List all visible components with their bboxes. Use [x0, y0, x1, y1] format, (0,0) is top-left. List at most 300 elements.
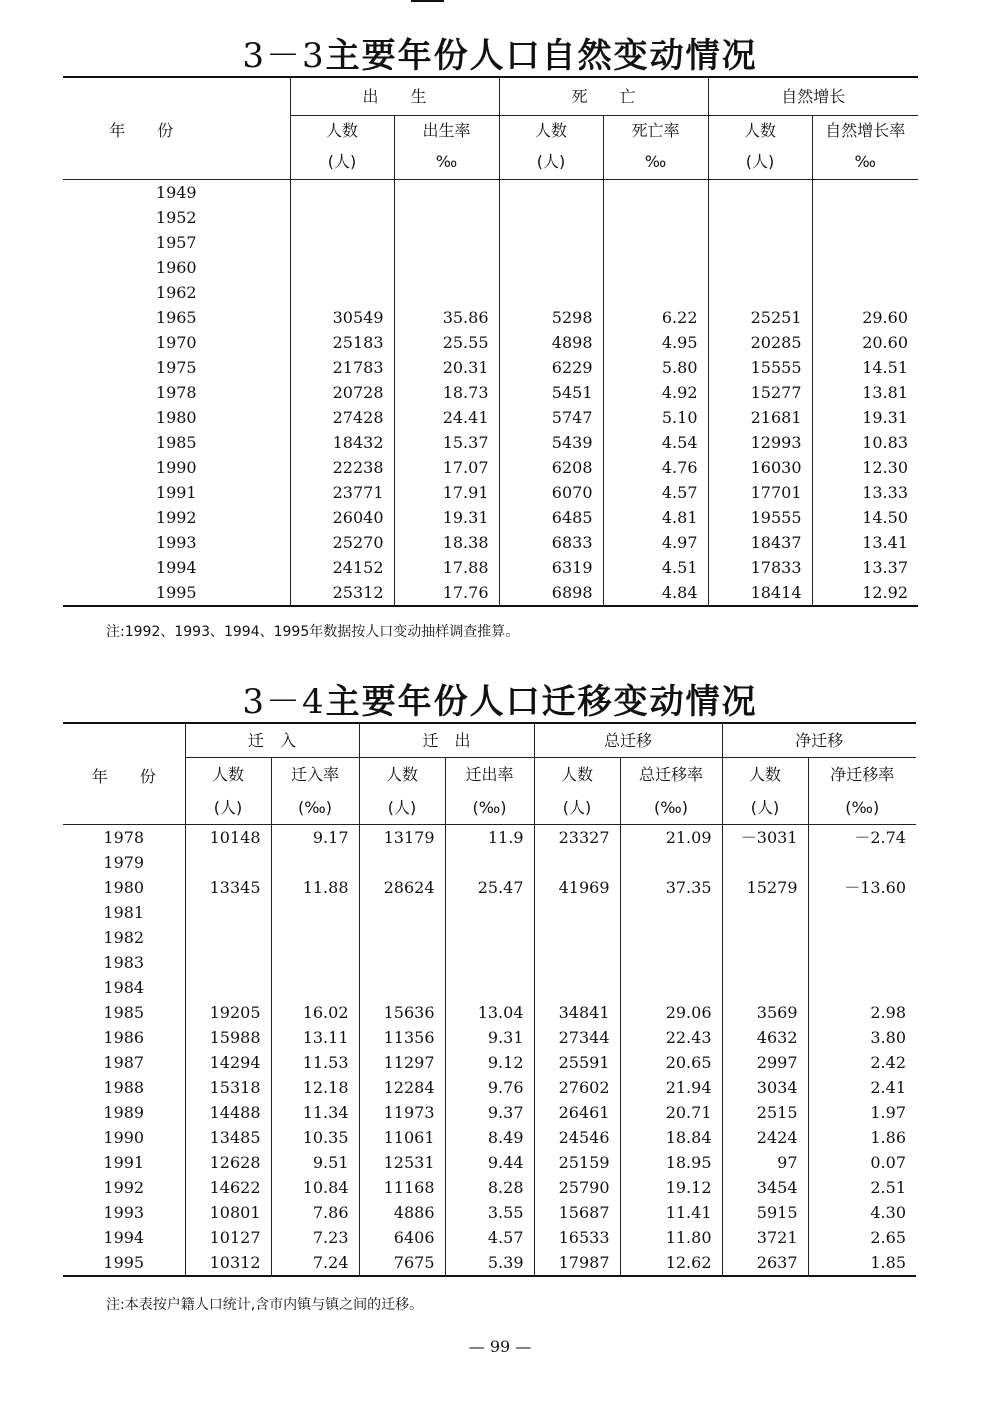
table-row: [63, 480, 918, 505]
value-cell: [808, 850, 916, 875]
value-cell: 20.65: [620, 1050, 722, 1075]
table-row: [63, 850, 916, 875]
year-cell: 1985: [155, 433, 197, 452]
value-cell: 27428: [290, 405, 394, 430]
value-cell: 10148: [185, 824, 271, 850]
value-cell: 14294: [185, 1050, 271, 1075]
value-cell: [603, 280, 708, 305]
value-cell: 2997: [722, 1050, 808, 1075]
table-row: [63, 580, 918, 606]
header-death-rate: 死亡率: [603, 115, 708, 145]
value-cell: 9.12: [445, 1050, 534, 1075]
value-cell: 6898: [499, 580, 603, 606]
value-cell: [394, 179, 499, 205]
value-cell: 11.88: [271, 875, 359, 900]
value-cell: [271, 950, 359, 975]
value-cell: [708, 179, 812, 205]
value-cell: [271, 975, 359, 1000]
value-cell: 10.35: [271, 1125, 359, 1150]
value-cell: [499, 280, 603, 305]
value-cell: 13179: [359, 824, 445, 850]
value-cell: [499, 255, 603, 280]
value-cell: 19.31: [394, 505, 499, 530]
header-natural-increase: 自然增长: [708, 77, 918, 115]
header-birth-rate: 出生率: [394, 115, 499, 145]
header-death: 死 亡: [499, 77, 708, 115]
year-cell: 1993: [103, 1203, 145, 1222]
value-cell: 5439: [499, 430, 603, 455]
value-cell: 20.60: [812, 330, 918, 355]
table-row: [63, 950, 916, 975]
value-cell: 15555: [708, 355, 812, 380]
value-cell: [271, 850, 359, 875]
value-cell: 25159: [534, 1150, 620, 1175]
value-cell: 11973: [359, 1100, 445, 1125]
year-cell: 1994: [103, 1228, 145, 1247]
value-cell: [534, 950, 620, 975]
value-cell: 25312: [290, 580, 394, 606]
year-cell: 1980: [103, 878, 145, 897]
value-cell: [603, 179, 708, 205]
value-cell: 6319: [499, 555, 603, 580]
value-cell: 27602: [534, 1075, 620, 1100]
table-row: [63, 530, 918, 555]
value-cell: 6485: [499, 505, 603, 530]
year-cell: 1989: [103, 1103, 145, 1122]
value-cell: 7675: [359, 1250, 445, 1276]
value-cell: [708, 280, 812, 305]
value-cell: 14.51: [812, 355, 918, 380]
value-cell: 9.44: [445, 1150, 534, 1175]
value-cell: 37.35: [620, 875, 722, 900]
value-cell: 12531: [359, 1150, 445, 1175]
value-cell: 20285: [708, 330, 812, 355]
value-cell: 6833: [499, 530, 603, 555]
value-cell: 15988: [185, 1025, 271, 1050]
value-cell: 4898: [499, 330, 603, 355]
value-cell: 12284: [359, 1075, 445, 1100]
value-cell: 24546: [534, 1125, 620, 1150]
value-cell: [185, 850, 271, 875]
value-cell: 25.47: [445, 875, 534, 900]
year-cell: 1952: [155, 208, 197, 227]
value-cell: [359, 900, 445, 925]
value-cell: 25790: [534, 1175, 620, 1200]
value-cell: 11061: [359, 1125, 445, 1150]
value-cell: 2.98: [808, 1000, 916, 1025]
header-unit: (人): [534, 791, 620, 824]
year-cell: 1990: [155, 458, 197, 477]
header-unit: (‰): [808, 791, 916, 824]
value-cell: [808, 925, 916, 950]
value-cell: 8.49: [445, 1125, 534, 1150]
table-row: [63, 179, 918, 205]
table-natural-change: [63, 76, 918, 607]
value-cell: 18432: [290, 430, 394, 455]
table-3-4-note: 注:本表按户籍人口统计,含市内镇与镇之间的迁移。: [106, 1297, 424, 1313]
header-out-rate: 迁出率: [445, 757, 534, 791]
header-total-count: 人数: [534, 757, 620, 791]
value-cell: 11356: [359, 1025, 445, 1050]
table-row: [63, 380, 918, 405]
table-row: [63, 555, 918, 580]
header-in-rate: 迁入率: [271, 757, 359, 791]
value-cell: 7.23: [271, 1225, 359, 1250]
year-cell: 1979: [103, 853, 145, 872]
header-total-rate: 总迁移率: [620, 757, 722, 791]
value-cell: 11.80: [620, 1225, 722, 1250]
value-cell: [394, 280, 499, 305]
value-cell: 2515: [722, 1100, 808, 1125]
year-cell: 1983: [103, 953, 145, 972]
value-cell: 4.76: [603, 455, 708, 480]
value-cell: 3.55: [445, 1200, 534, 1225]
value-cell: [812, 205, 918, 230]
value-cell: 9.37: [445, 1100, 534, 1125]
header-out-count: 人数: [359, 757, 445, 791]
value-cell: [812, 179, 918, 205]
value-cell: 10.84: [271, 1175, 359, 1200]
value-cell: 17.88: [394, 555, 499, 580]
value-cell: 15.37: [394, 430, 499, 455]
year-cell: 1980: [155, 408, 197, 427]
year-cell: 1957: [155, 233, 197, 252]
title-text: 主要年份人口迁移变动情况: [325, 682, 758, 722]
value-cell: [185, 950, 271, 975]
value-cell: 2.51: [808, 1175, 916, 1200]
year-cell: 1990: [103, 1128, 145, 1147]
value-cell: 11.9: [445, 824, 534, 850]
value-cell: [620, 950, 722, 975]
value-cell: [499, 205, 603, 230]
table-row: [63, 1025, 916, 1050]
value-cell: 4.57: [603, 480, 708, 505]
value-cell: 6406: [359, 1225, 445, 1250]
value-cell: 25183: [290, 330, 394, 355]
year-cell: 1978: [103, 827, 145, 847]
value-cell: 5.10: [603, 405, 708, 430]
value-cell: [534, 850, 620, 875]
value-cell: 15277: [708, 380, 812, 405]
value-cell: 9.17: [271, 824, 359, 850]
value-cell: 10801: [185, 1200, 271, 1225]
table-row: [63, 1175, 916, 1200]
table-row: [63, 405, 918, 430]
value-cell: [499, 230, 603, 255]
value-cell: 6.22: [603, 305, 708, 330]
value-cell: 28624: [359, 875, 445, 900]
value-cell: [290, 205, 394, 230]
year-cell: 1993: [155, 533, 197, 552]
value-cell: 17833: [708, 555, 812, 580]
value-cell: 4.54: [603, 430, 708, 455]
value-cell: 5451: [499, 380, 603, 405]
value-cell: 10312: [185, 1250, 271, 1276]
year-cell: 1992: [103, 1178, 145, 1197]
header-net-count: 人数: [722, 757, 808, 791]
value-cell: 25591: [534, 1050, 620, 1075]
value-cell: 2.42: [808, 1050, 916, 1075]
header-unit: ‰: [394, 145, 499, 179]
header-unit: ‰: [603, 145, 708, 179]
value-cell: 14488: [185, 1100, 271, 1125]
value-cell: 5.39: [445, 1250, 534, 1276]
header-unit: (‰): [445, 791, 534, 824]
value-cell: 23327: [534, 824, 620, 850]
value-cell: 16.02: [271, 1000, 359, 1025]
value-cell: 4.92: [603, 380, 708, 405]
value-cell: [394, 205, 499, 230]
value-cell: [722, 975, 808, 1000]
value-cell: 18.73: [394, 380, 499, 405]
value-cell: 12628: [185, 1150, 271, 1175]
value-cell: [534, 925, 620, 950]
header-birth-count: 人数: [290, 115, 394, 145]
table-row: [63, 230, 918, 255]
value-cell: 35.86: [394, 305, 499, 330]
value-cell: 11.34: [271, 1100, 359, 1125]
value-cell: 4.84: [603, 580, 708, 606]
year-cell: 1960: [155, 258, 197, 277]
value-cell: [808, 950, 916, 975]
year-cell: 1994: [155, 558, 197, 577]
value-cell: 16030: [708, 455, 812, 480]
table-3-3-note: 注:1992、1993、1994、1995年数据按人口变动抽样调查推算。: [106, 624, 520, 640]
value-cell: [394, 255, 499, 280]
value-cell: 19.12: [620, 1175, 722, 1200]
value-cell: 29.60: [812, 305, 918, 330]
value-cell: 4.95: [603, 330, 708, 355]
header-unit: (人): [708, 145, 812, 179]
value-cell: 4886: [359, 1200, 445, 1225]
value-cell: [812, 280, 918, 305]
year-cell: 1992: [155, 508, 197, 527]
year-cell: 1984: [103, 978, 145, 997]
title-number: 3－3: [242, 36, 326, 76]
value-cell: 13345: [185, 875, 271, 900]
value-cell: 18.38: [394, 530, 499, 555]
value-cell: [708, 205, 812, 230]
value-cell: [534, 900, 620, 925]
year-cell: 1962: [155, 283, 197, 302]
year-cell: 1995: [155, 583, 197, 602]
value-cell: 18437: [708, 530, 812, 555]
year-cell: 1987: [103, 1053, 145, 1072]
value-cell: 13.04: [445, 1000, 534, 1025]
table-body: [63, 179, 918, 606]
value-cell: [359, 975, 445, 1000]
value-cell: 22.43: [620, 1025, 722, 1050]
value-cell: 14.50: [812, 505, 918, 530]
value-cell: 18.84: [620, 1125, 722, 1150]
value-cell: 17987: [534, 1250, 620, 1276]
year-cell: 1986: [103, 1028, 145, 1047]
value-cell: 11168: [359, 1175, 445, 1200]
value-cell: [722, 850, 808, 875]
value-cell: 27344: [534, 1025, 620, 1050]
table-migration: [63, 722, 916, 1277]
value-cell: 6229: [499, 355, 603, 380]
value-cell: 25251: [708, 305, 812, 330]
table-row: [63, 1050, 916, 1075]
table-row: [63, 1100, 916, 1125]
value-cell: 29.06: [620, 1000, 722, 1025]
value-cell: 9.76: [445, 1075, 534, 1100]
value-cell: 5915: [722, 1200, 808, 1225]
value-cell: 1.97: [808, 1100, 916, 1125]
value-cell: 41969: [534, 875, 620, 900]
header-unit: (人): [499, 145, 603, 179]
header-birth: 出 生: [290, 77, 499, 115]
value-cell: 13485: [185, 1125, 271, 1150]
value-cell: [812, 255, 918, 280]
value-cell: 4.51: [603, 555, 708, 580]
value-cell: [722, 900, 808, 925]
year-cell: 1978: [155, 383, 197, 402]
value-cell: 18414: [708, 580, 812, 606]
value-cell: 4632: [722, 1025, 808, 1050]
year-cell: 1975: [155, 358, 197, 377]
value-cell: 22238: [290, 455, 394, 480]
value-cell: [185, 975, 271, 1000]
value-cell: [290, 179, 394, 205]
value-cell: 12993: [708, 430, 812, 455]
table-row: [63, 1000, 916, 1025]
header-unit: (人): [185, 791, 271, 824]
value-cell: 21783: [290, 355, 394, 380]
value-cell: 13.33: [812, 480, 918, 505]
value-cell: 2637: [722, 1250, 808, 1276]
value-cell: 9.31: [445, 1025, 534, 1050]
table-3-3-title: [0, 28, 1000, 77]
value-cell: [812, 230, 918, 255]
value-cell: 2.41: [808, 1075, 916, 1100]
table-row: [63, 1200, 916, 1225]
value-cell: 17.07: [394, 455, 499, 480]
value-cell: [603, 205, 708, 230]
value-cell: 5.80: [603, 355, 708, 380]
value-cell: 15687: [534, 1200, 620, 1225]
value-cell: 17.76: [394, 580, 499, 606]
value-cell: 12.62: [620, 1250, 722, 1276]
value-cell: 0.07: [808, 1150, 916, 1175]
value-cell: 4.81: [603, 505, 708, 530]
value-cell: [620, 900, 722, 925]
value-cell: 17701: [708, 480, 812, 505]
value-cell: 19555: [708, 505, 812, 530]
table-row: [63, 305, 918, 330]
value-cell: 1.86: [808, 1125, 916, 1150]
value-cell: 25.55: [394, 330, 499, 355]
table-row: [63, 900, 916, 925]
value-cell: [534, 975, 620, 1000]
value-cell: 12.18: [271, 1075, 359, 1100]
table-row: [63, 330, 918, 355]
value-cell: 15636: [359, 1000, 445, 1025]
header-natural-rate: 自然增长率: [812, 115, 918, 145]
value-cell: 97: [722, 1150, 808, 1175]
header-unit: (人): [722, 791, 808, 824]
value-cell: 15318: [185, 1075, 271, 1100]
table-row: [63, 1250, 916, 1276]
value-cell: 11.41: [620, 1200, 722, 1225]
value-cell: 13.41: [812, 530, 918, 555]
value-cell: 4.57: [445, 1225, 534, 1250]
value-cell: 13.81: [812, 380, 918, 405]
value-cell: 7.24: [271, 1250, 359, 1276]
value-cell: [620, 850, 722, 875]
value-cell: 4.97: [603, 530, 708, 555]
table-row: [63, 1075, 916, 1100]
value-cell: 19.31: [812, 405, 918, 430]
value-cell: [445, 850, 534, 875]
value-cell: 23771: [290, 480, 394, 505]
value-cell: 5298: [499, 305, 603, 330]
value-cell: 2424: [722, 1125, 808, 1150]
table-row: [63, 455, 918, 480]
year-cell: 1995: [103, 1253, 145, 1272]
value-cell: 20.31: [394, 355, 499, 380]
value-cell: [271, 900, 359, 925]
year-cell: 1981: [103, 903, 145, 922]
value-cell: [445, 950, 534, 975]
value-cell: 13.11: [271, 1025, 359, 1050]
year-cell: 1991: [103, 1153, 145, 1172]
value-cell: [290, 255, 394, 280]
header-unit: (人): [290, 145, 394, 179]
value-cell: [359, 925, 445, 950]
value-cell: [445, 900, 534, 925]
header-unit: ‰: [812, 145, 918, 179]
value-cell: [394, 230, 499, 255]
value-cell: [290, 280, 394, 305]
value-cell: 25270: [290, 530, 394, 555]
year-cell: 1988: [103, 1078, 145, 1097]
table-row: [63, 280, 918, 305]
value-cell: －2.74: [808, 824, 916, 850]
value-cell: 16533: [534, 1225, 620, 1250]
header-in-count: 人数: [185, 757, 271, 791]
value-cell: 24152: [290, 555, 394, 580]
value-cell: [708, 230, 812, 255]
page-number: — 99 —: [468, 1337, 532, 1356]
table-row: [63, 430, 918, 455]
value-cell: [445, 975, 534, 1000]
value-cell: [722, 925, 808, 950]
year-cell: 1985: [103, 1003, 145, 1022]
value-cell: 34841: [534, 1000, 620, 1025]
top-rule: [411, 0, 444, 2]
value-cell: 10.83: [812, 430, 918, 455]
value-cell: 6208: [499, 455, 603, 480]
table-row: [63, 505, 918, 530]
table-row: [63, 875, 916, 900]
value-cell: 10127: [185, 1225, 271, 1250]
value-cell: [603, 255, 708, 280]
value-cell: 24.41: [394, 405, 499, 430]
value-cell: 21681: [708, 405, 812, 430]
header-year: 年 份: [109, 121, 174, 140]
value-cell: 8.28: [445, 1175, 534, 1200]
header-natural-count: 人数: [708, 115, 812, 145]
header-total: 总迁移: [534, 723, 722, 757]
value-cell: 3454: [722, 1175, 808, 1200]
value-cell: 19205: [185, 1000, 271, 1025]
value-cell: 3034: [722, 1075, 808, 1100]
header-death-count: 人数: [499, 115, 603, 145]
year-cell: 1991: [155, 483, 197, 502]
table-row: [63, 205, 918, 230]
